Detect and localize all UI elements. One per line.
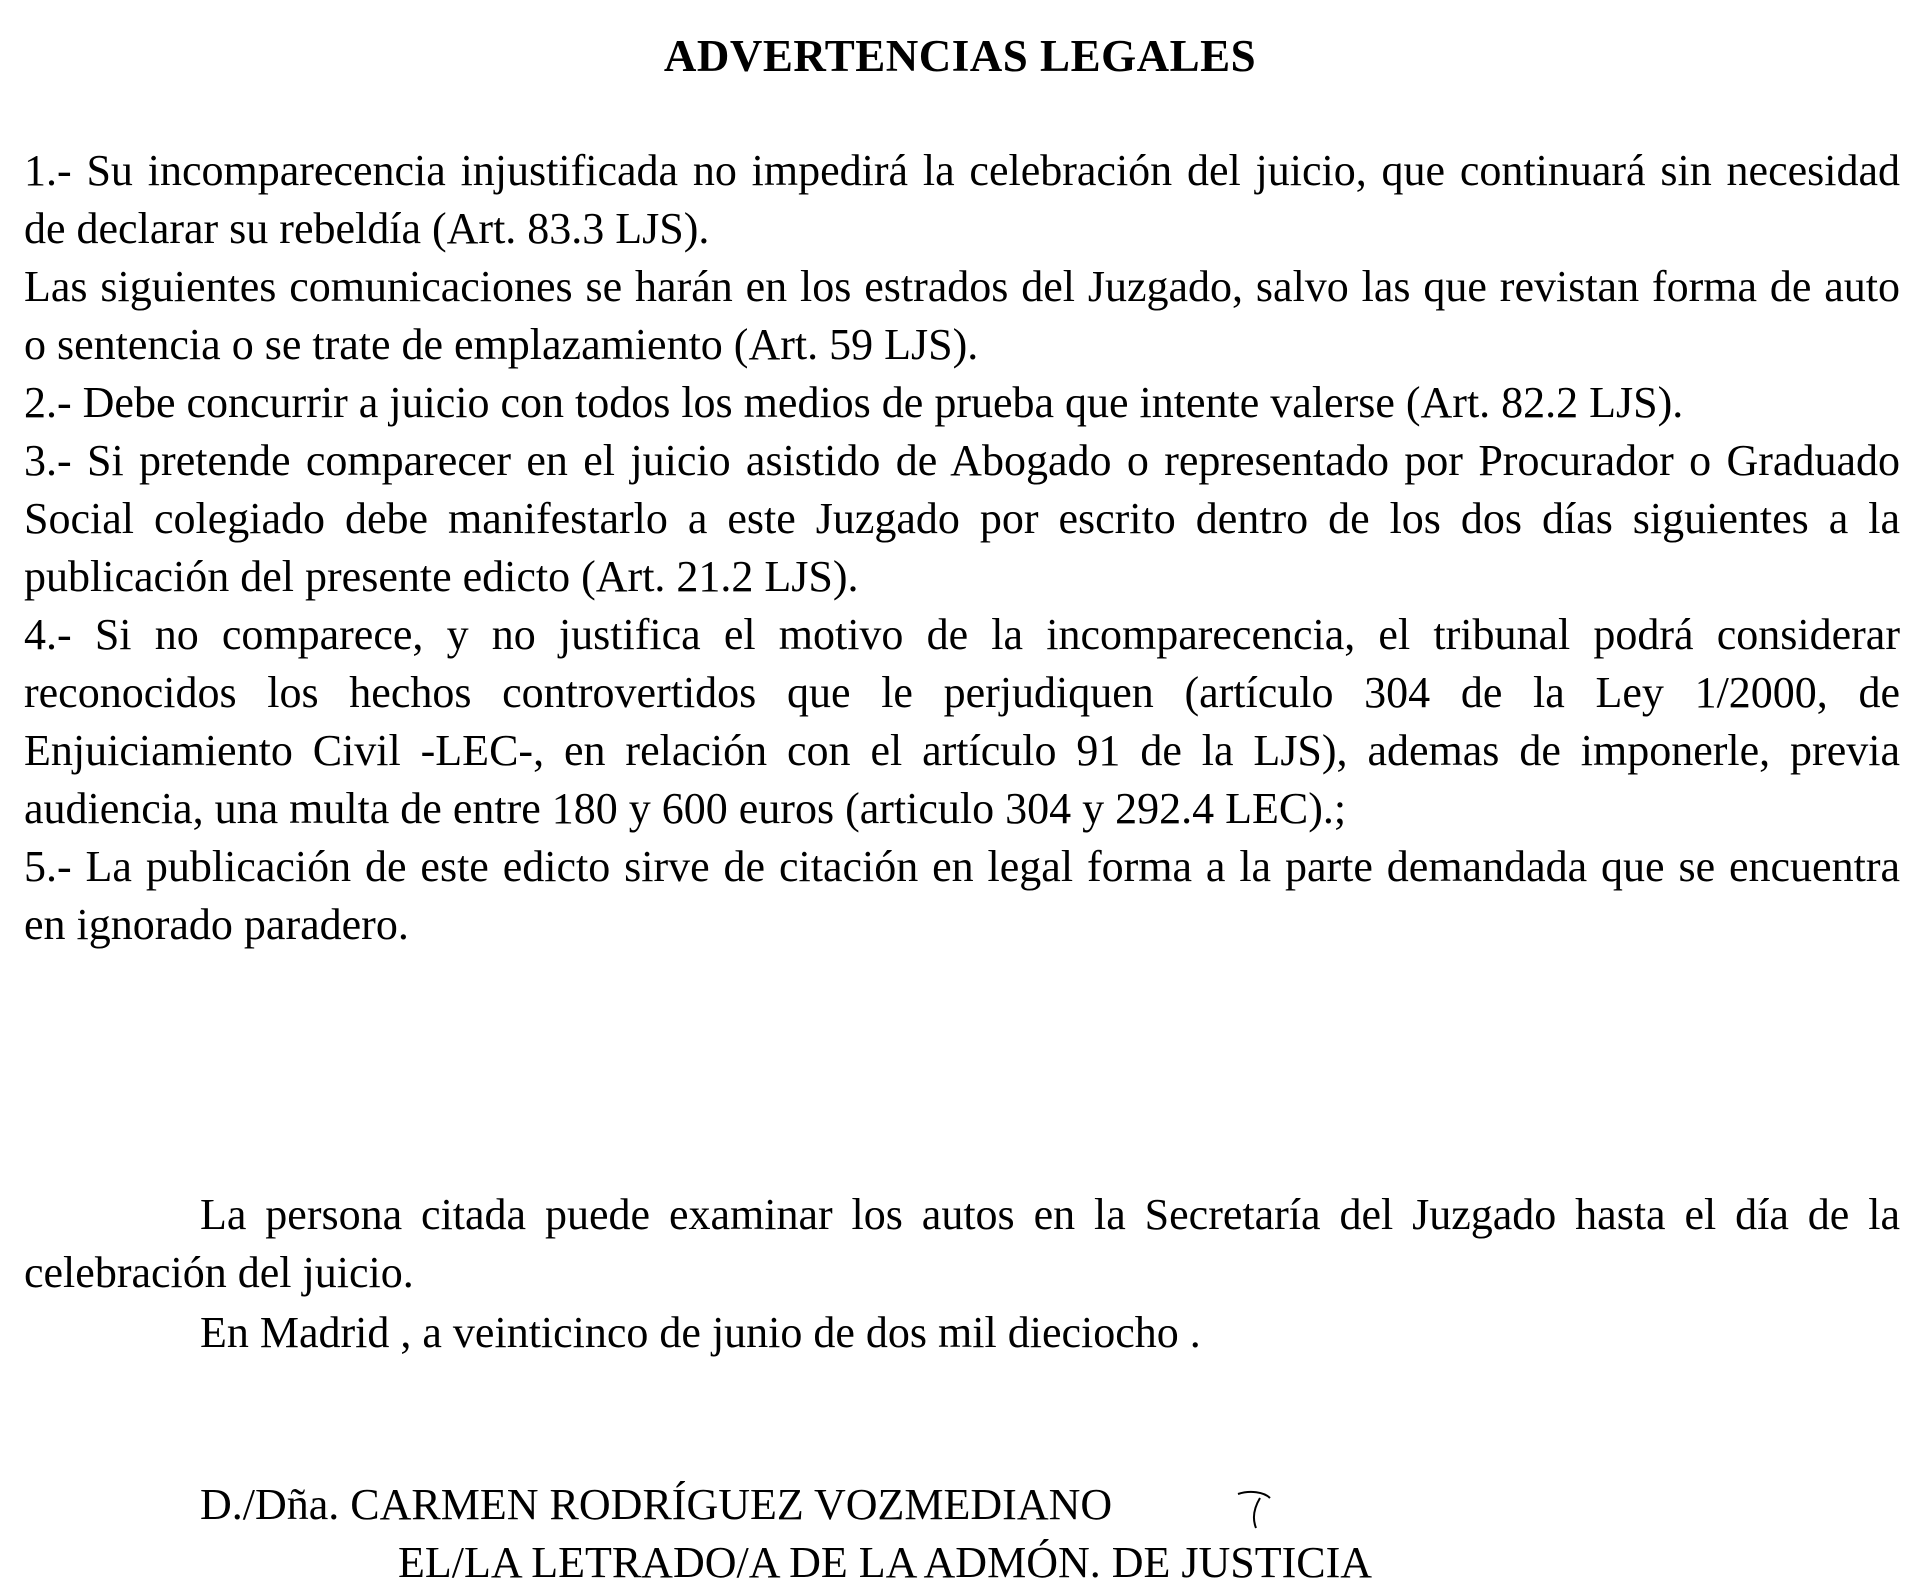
legal-warnings-body [24, 142, 1900, 954]
signer-role: EL/LA LETRADO/A DE LA ADMÓN. DE JUSTICIA [398, 1538, 1373, 1587]
examination-notice: La persona citada puede examinar los autos en la Secretaría del Juzgado hasta el día de la celebración del juicio. [24, 1190, 1900, 1297]
warning-paragraph-3: 3.- Si pretende comparecer en el juicio asistido de Abogado o representado por Procurador o Graduado Social colegiado debe manifestarlo a este Juzgado por escrito dentro de los dos días siguientes a la publicación del presente edicto (Art. 21.2 LJS). [24, 436, 1900, 601]
communications-paragraph: Las siguientes comunicaciones se harán en los estrados del Juzgado, salvo las que revistan forma de auto o sentencia o se trate de emplazamiento (Art. 59 LJS). [24, 262, 1900, 369]
closing-block [24, 1186, 1900, 1362]
place-and-date: En Madrid , a veinticinco de junio de dos mil dieciocho . [200, 1308, 1201, 1357]
warning-paragraph-5: 5.- La publicación de este edicto sirve de citación en legal forma a la parte demandada que se encuentra en ignorado paradero. [24, 842, 1900, 949]
warning-paragraph-2: 2.- Debe concurrir a juicio con todos los medios de prueba que intente valerse (Art. 82.2 LJS). [24, 378, 1684, 427]
signer-name: D./Dña. CARMEN RODRÍGUEZ VOZMEDIANO [200, 1480, 1113, 1529]
document-title: ADVERTENCIAS LEGALES [663, 31, 1257, 81]
warning-paragraph-1: 1.- Su incomparecencia injustificada no impedirá la celebración del juicio, que continuará sin necesidad de declarar su rebeldía (Art. 83.3 LJS). [24, 146, 1900, 253]
signature-mark-icon [1230, 1488, 1290, 1568]
warning-paragraph-4: 4.- Si no comparece, y no justifica el motivo de la incomparecencia, el tribunal podrá considerar reconocidos los hechos controvertidos que le perjudiquen (artículo 304 de la Ley 1/2000, de Enjuiciamiento Civil -LEC-, en relación con el artículo 91 de la LJS), ademas de imponerle, previa audiencia, una multa de entre 180 y 600 euros (articulo 304 y 292.4 LEC).; [24, 610, 1900, 833]
